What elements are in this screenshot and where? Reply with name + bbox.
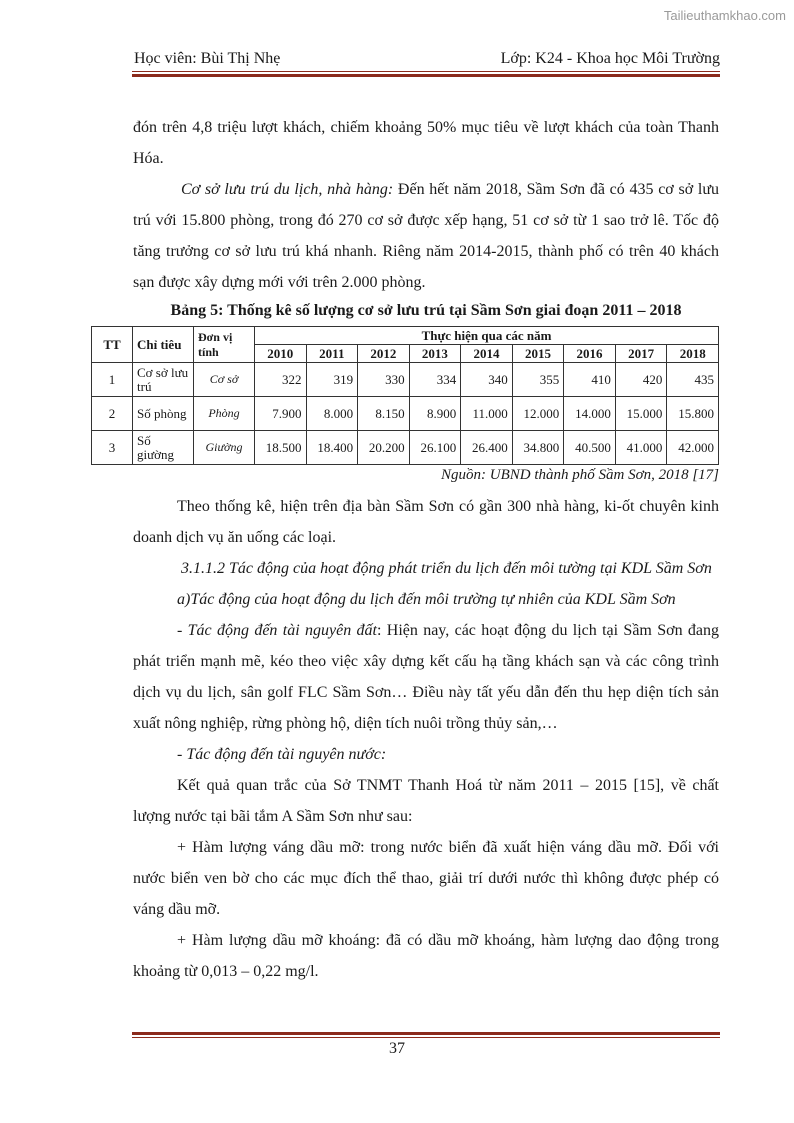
- table-row: [92, 431, 719, 465]
- cell-value: 26.100: [409, 431, 461, 465]
- paragraph-8: + Hàm lượng dầu mỡ khoáng: đã có dầu mỡ khoáng, hàm lượng dao động trong khoảng từ 0,013 – 0,22 mg/l.: [133, 932, 719, 980]
- th-years-group: Thực hiện qua các năm: [255, 327, 719, 345]
- paragraph-4: [133, 615, 719, 739]
- th-year: 2012: [358, 345, 410, 363]
- cell-value: 26.400: [461, 431, 513, 465]
- paragraph-6: Kết quả quan trắc của Sở TNMT Thanh Hoá từ năm 2011 – 2015 [15], về chất lượng nước tại bãi tắm A Sầm Sơn như sau:: [133, 777, 719, 825]
- table-row: [92, 363, 719, 397]
- table-row: [92, 397, 719, 431]
- cell-value: 322: [255, 363, 307, 397]
- table-source: Nguồn: UBND thành phố Sầm Sơn, 2018 [17]: [440, 467, 719, 483]
- watermark: Tailieuthamkhao.com: [663, 8, 786, 23]
- th-unit: Đơn vị tính: [194, 327, 255, 363]
- header-class: Lớp: K24 - Khoa học Môi Trường: [500, 50, 720, 67]
- footer-rule-thick: [132, 1032, 720, 1035]
- paragraph-2: [133, 174, 719, 298]
- cell-tt: 2: [92, 397, 133, 431]
- accommodation-table: [91, 326, 719, 465]
- section-heading: 3.1.1.2 Tác động của hoạt động phát triển du lịch đến môi tường tại KDL Sầm Sơn: [181, 560, 712, 577]
- page-body: [103, 112, 720, 987]
- th-year: 2018: [667, 345, 719, 363]
- cell-unit: Phòng: [194, 397, 255, 431]
- cell-unit: Cơ sở: [194, 363, 255, 397]
- cell-value: 340: [461, 363, 513, 397]
- cell-value: 420: [615, 363, 667, 397]
- header-rule-thin: [132, 71, 720, 72]
- paragraph-7: + Hàm lượng váng dầu mỡ: trong nước biển đã xuất hiện váng dầu mỡ. Đối với nước biển ven bờ cho các mục đích thể thao, giải trí dưới nước thì không được phép có váng dầu mỡ.: [133, 839, 719, 918]
- cell-indicator: Cơ sở lưu trú: [133, 363, 194, 397]
- cell-indicator: Số phòng: [133, 397, 194, 431]
- cell-value: 15.800: [667, 397, 719, 431]
- table-title: Bảng 5: Thống kê số lượng cơ sở lưu trú tại Sầm Sơn giai đoạn 2011 – 2018: [170, 302, 682, 319]
- cell-indicator: Số giường: [133, 431, 194, 465]
- cell-value: 355: [512, 363, 564, 397]
- page-header: [134, 50, 720, 68]
- cell-tt: 3: [92, 431, 133, 465]
- th-year: 2015: [512, 345, 564, 363]
- paragraph-1: đón trên 4,8 triệu lượt khách, chiếm khoảng 50% mục tiêu về lượt khách của toàn Thanh Hóa.: [133, 119, 719, 167]
- cell-value: 15.000: [615, 397, 667, 431]
- th-year: 2011: [306, 345, 358, 363]
- cell-value: 7.900: [255, 397, 307, 431]
- th-year: 2013: [409, 345, 461, 363]
- paragraph-3: Theo thống kê, hiện trên địa bàn Sầm Sơn có gần 300 nhà hàng, ki-ốt chuyên kinh doanh dịch vụ ăn uống các loại.: [133, 498, 719, 546]
- cell-value: 40.500: [564, 431, 616, 465]
- cell-value: 12.000: [512, 397, 564, 431]
- cell-value: 18.400: [306, 431, 358, 465]
- cell-value: 41.000: [615, 431, 667, 465]
- paragraph-5: - Tác động đến tài nguyên nước:: [177, 746, 387, 763]
- cell-value: 435: [667, 363, 719, 397]
- page-number: 37: [389, 1040, 405, 1057]
- cell-value: 34.800: [512, 431, 564, 465]
- paragraph-2-label: Cơ sở lưu trú du lịch, nhà hàng:: [181, 181, 394, 198]
- cell-value: 319: [306, 363, 358, 397]
- cell-value: 410: [564, 363, 616, 397]
- paragraph-4-label: - Tác động đến tài nguyên đất: [177, 622, 377, 639]
- header-rule-thick: [132, 74, 720, 77]
- cell-value: 11.000: [461, 397, 513, 431]
- th-year: 2014: [461, 345, 513, 363]
- cell-value: 330: [358, 363, 410, 397]
- header-student: Học viên: Bùi Thị Nhẹ: [134, 50, 281, 67]
- cell-unit: Giường: [194, 431, 255, 465]
- paragraph-2-text: Đến hết năm 2018, Sầm Sơn đã có 435 cơ sở lưu trú với 15.800 phòng, trong đó 270 cơ sở được xếp hạng, 51 cơ sở từ 1 sao trở lê. Tốc độ tăng trưởng cơ sở lưu trú khá nhanh. Riêng năm 2014-2015, thành phố có trên 40 khách sạn được xây dựng mới với trên 2.000 phòng.: [133, 181, 720, 291]
- th-tt: TT: [92, 327, 133, 363]
- cell-value: 42.000: [667, 431, 719, 465]
- cell-value: 18.500: [255, 431, 307, 465]
- cell-value: 14.000: [564, 397, 616, 431]
- th-year: 2010: [255, 345, 307, 363]
- cell-value: 8.000: [306, 397, 358, 431]
- footer-rule-thin: [132, 1037, 720, 1038]
- cell-value: 8.150: [358, 397, 410, 431]
- cell-value: 334: [409, 363, 461, 397]
- th-year: 2016: [564, 345, 616, 363]
- cell-tt: 1: [92, 363, 133, 397]
- subsection-heading: a)Tác động của hoạt động du lịch đến môi trường tự nhiên của KDL Sầm Sơn: [177, 591, 676, 608]
- th-indicator: Chỉ tiêu: [133, 327, 194, 363]
- paragraph-4-text: : Hiện nay, các hoạt động du lịch tại Sầm Sơn đang phát triển mạnh mẽ, kéo theo việc xây dựng kết cấu hạ tầng khách sạn và các công trình dịch vụ du lịch, sân golf FLC Sầm Sơn… Điều này tất yếu dẫn đến thu hẹp diện tích sản xuất nông nghiệp, rừng phòng hộ, diện tích nuôi trồng thủy sản,…: [133, 622, 720, 732]
- cell-value: 20.200: [358, 431, 410, 465]
- th-year: 2017: [615, 345, 667, 363]
- cell-value: 8.900: [409, 397, 461, 431]
